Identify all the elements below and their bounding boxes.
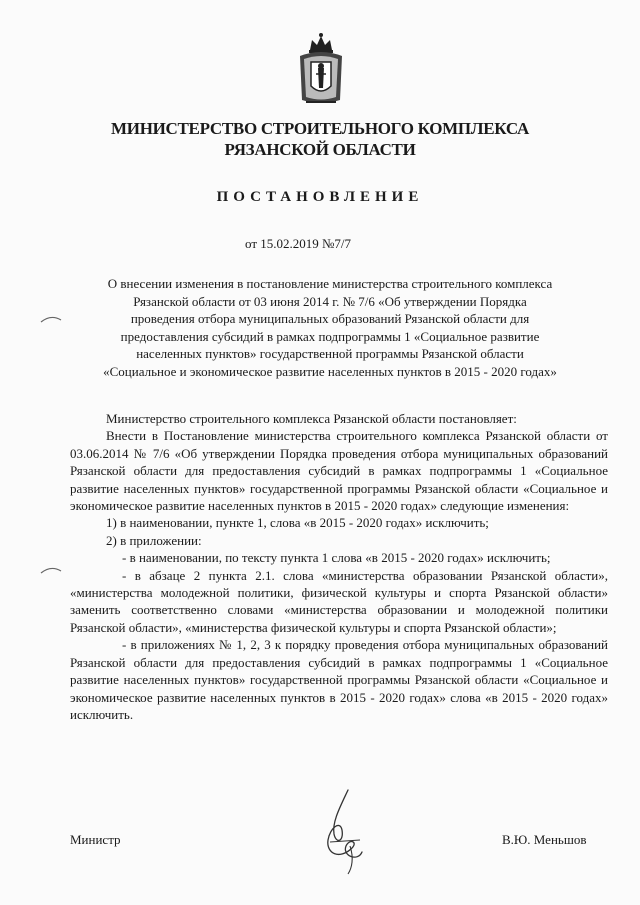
subject-line: предоставления субсидий в рамках подпрограммы 1 «Социальное развитие bbox=[120, 328, 540, 344]
coat-of-arms-icon bbox=[296, 30, 346, 110]
signatory-position: Министр bbox=[70, 832, 121, 847]
subject-line: О внесении изменения в постановление министерства строительного комплекса bbox=[107, 276, 553, 291]
body-subitem-2: - в абзаце 2 пункта 2.1. слова «министерства образовании Рязанской области», «министерства молодежной политики, физической культуры и спорта Рязанской области» заменить соответственно словами «министерства образовании и молодежной политики Рязанской области», «министерства физической культуры и спорта Рязанской области»; bbox=[70, 567, 608, 635]
body-subitem-1: - в наименовании, по тексту пункта 1 слова «в 2015 - 2020 годах» исключить; bbox=[122, 550, 551, 566]
body-item-1: 1) в наименовании, пункте 1, слова «в 2015 - 2020 годах» исключить; bbox=[106, 515, 489, 531]
body-subitem-3: - в приложениях № 1, 2, 3 к порядку проведения отбора муниципальных образований Рязанской области для предоставления субсидий в рамках подпрограммы 1 «Социальное развитие населенных пунктов» государственной программы Рязанской области «Социальное и экономическое развитие населенных пунктов в 2015 - 2020 годах» слова «в 2015 - 2020 годах» исключить. bbox=[70, 637, 608, 722]
handwritten-signature bbox=[300, 782, 390, 877]
signatory-name: В.Ю. Меньшов bbox=[502, 832, 587, 847]
ministry-name-line2: РЯЗАНСКОЙ ОБЛАСТИ bbox=[224, 140, 416, 159]
document-body bbox=[70, 410, 608, 723]
subject-line: Рязанской области от 03 июня 2014 г. № 7/6 «Об утверждении Порядка bbox=[133, 293, 527, 309]
document-type-title: ПОСТАНОВЛЕНИЕ bbox=[216, 189, 424, 205]
ministry-name bbox=[60, 118, 580, 160]
body-item-2: 2) в приложении: bbox=[106, 532, 202, 548]
margin-mark-icon bbox=[40, 314, 62, 324]
subject-line: проведения отбора муниципальных образований Рязанской области для bbox=[130, 311, 530, 326]
subject-line: «Социальное и экономическое развитие населенных пунктов в 2015 - 2020 годах» bbox=[103, 363, 557, 379]
body-main-paragraph: Внести в Постановление министерства строительного комплекса Рязанской области от 03.06.2014 № 7/6 «Об утверждении Порядка проведения отбора муниципальных образований Рязанской области для предоставления субсидий в рамках подпрограммы 1 «Социальное развитие населенных пунктов» государственной программы Рязанской области «Социальное и экономическое развитие населенных пунктов в 2015 - 2020 годах» следующие изменения: bbox=[70, 428, 608, 514]
body-preamble: Министерство строительного комплекса Рязанской области постановляет: bbox=[106, 411, 517, 426]
document-subject bbox=[70, 275, 590, 380]
document-date-number: от 15.02.2019 №7/7 bbox=[245, 236, 352, 251]
subject-line: населенных пунктов» государственной программы Рязанской области bbox=[136, 346, 524, 361]
ministry-name-line1: МИНИСТЕРСТВО СТРОИТЕЛЬНОГО КОМПЛЕКСА bbox=[111, 119, 529, 138]
margin-mark-icon bbox=[40, 565, 62, 575]
